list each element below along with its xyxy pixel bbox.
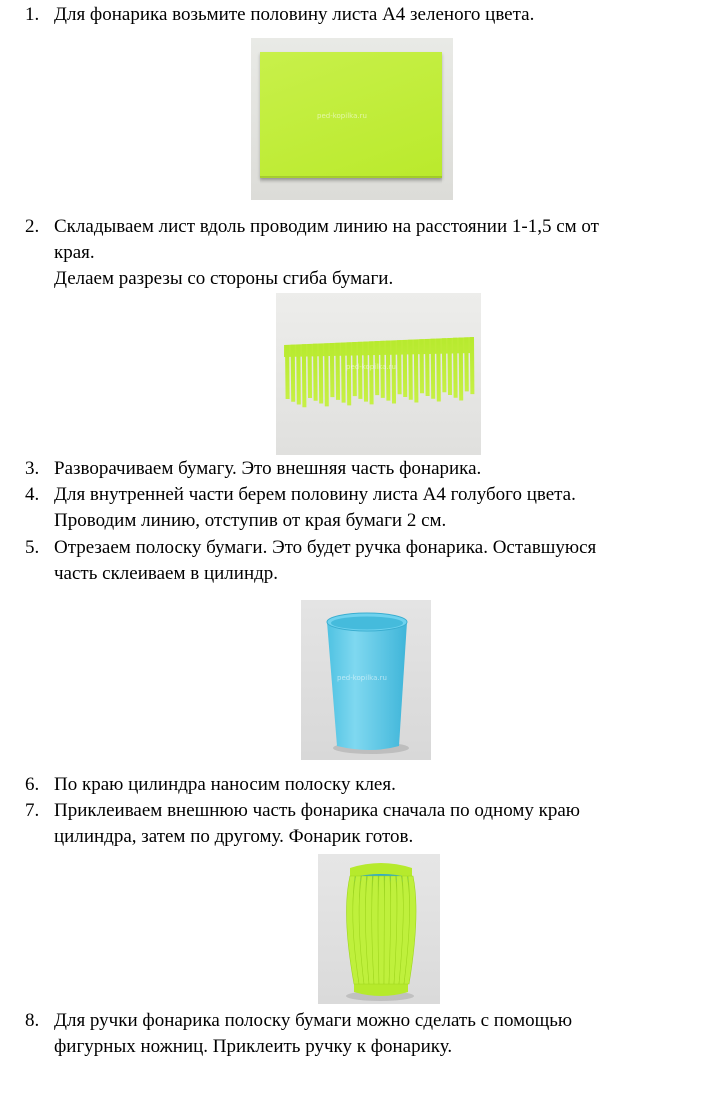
- step-number: 5.: [25, 537, 40, 558]
- fringe-strip: [425, 339, 430, 396]
- fringe-strip: [391, 340, 396, 403]
- step-text: Отрезаем полоску бумаги. Это будет ручка фонарика. Оставшуюся: [54, 537, 597, 558]
- fringe-strip: [341, 343, 346, 403]
- fringe-strip: [414, 339, 419, 402]
- lantern-strip: [378, 876, 385, 984]
- fringe-strip: [459, 338, 464, 401]
- step-text: часть склеиваем в цилиндр.: [54, 563, 279, 584]
- step-text: Для ручки фонарика полоску бумаги можно сделать с помощью: [54, 1010, 573, 1031]
- step-text: Проводим линию, отступив от края бумаги 2 см.: [54, 510, 447, 531]
- fringe-strip: [330, 343, 335, 397]
- step-number: 6.: [25, 774, 40, 795]
- fringe-strip: [347, 342, 352, 405]
- fringe-strip: [397, 340, 402, 394]
- fringe-strip: [403, 340, 408, 397]
- step-text: Для внутренней части берем половину листа А4 голубого цвета.: [54, 484, 576, 505]
- fringe-strip: [436, 339, 441, 402]
- step-number: 3.: [25, 458, 40, 479]
- fringe-strip: [419, 339, 424, 393]
- photo-green-sheet: [251, 38, 453, 200]
- fringe-strip: [453, 338, 458, 398]
- fringe-strip: [291, 345, 296, 402]
- fringe-illustration: [276, 293, 481, 455]
- fringe-strip: [369, 341, 374, 404]
- watermark: ped-kopilka.ru: [346, 363, 396, 371]
- step-number: 4.: [25, 484, 40, 505]
- photo-blue-cylinder: [301, 600, 431, 760]
- step-text: фигурных ножниц. Приклеить ручку к фонарику.: [54, 1036, 453, 1057]
- fringe-strip: [408, 340, 413, 400]
- photo-finished-lantern: [318, 854, 440, 1004]
- fringe-strip: [296, 345, 301, 405]
- step-number: 7.: [25, 800, 40, 821]
- step-text: Делаем разрезы со стороны сгиба бумаги.: [54, 268, 394, 289]
- step-number: 1.: [25, 4, 40, 25]
- step-text: По краю цилиндра наносим полоску клея.: [54, 774, 396, 795]
- step-text: Для фонарика возьмите половину листа А4 зеленого цвета.: [54, 4, 535, 25]
- fringe-strip: [363, 342, 368, 402]
- fringe-strip: [302, 344, 307, 407]
- fringe-strip: [442, 338, 447, 392]
- step-text: цилиндра, затем по другому. Фонарик готов.: [54, 826, 414, 847]
- step-text: Разворачиваем бумагу. Это внешняя часть фонарика.: [54, 458, 482, 479]
- watermark: ped-kopilka.ru: [337, 674, 387, 682]
- fringe-strip: [313, 344, 318, 401]
- fringe-strip: [307, 344, 312, 398]
- lantern-illustration: [318, 854, 440, 1004]
- fringe-strip: [335, 343, 340, 400]
- fringe-strip: [431, 339, 436, 399]
- step-number: 8.: [25, 1010, 40, 1031]
- fringe-strip: [285, 345, 290, 399]
- step-text: Складываем лист вдоль проводим линию на расстоянии 1-1,5 см от: [54, 216, 599, 237]
- step-text: Приклеиваем внешнюю часть фонарика сначала по одному краю: [54, 800, 580, 821]
- fringe-strip: [324, 343, 329, 406]
- fringe-strip: [319, 344, 324, 404]
- photo-fringed-strip: [276, 293, 481, 455]
- fringe-strip: [447, 338, 452, 395]
- fringe-strip: [464, 337, 469, 391]
- step-text: края.: [54, 242, 95, 263]
- fringe-strip: [470, 337, 475, 394]
- step-number: 2.: [25, 216, 40, 237]
- watermark: ped-kopilka.ru: [317, 112, 367, 120]
